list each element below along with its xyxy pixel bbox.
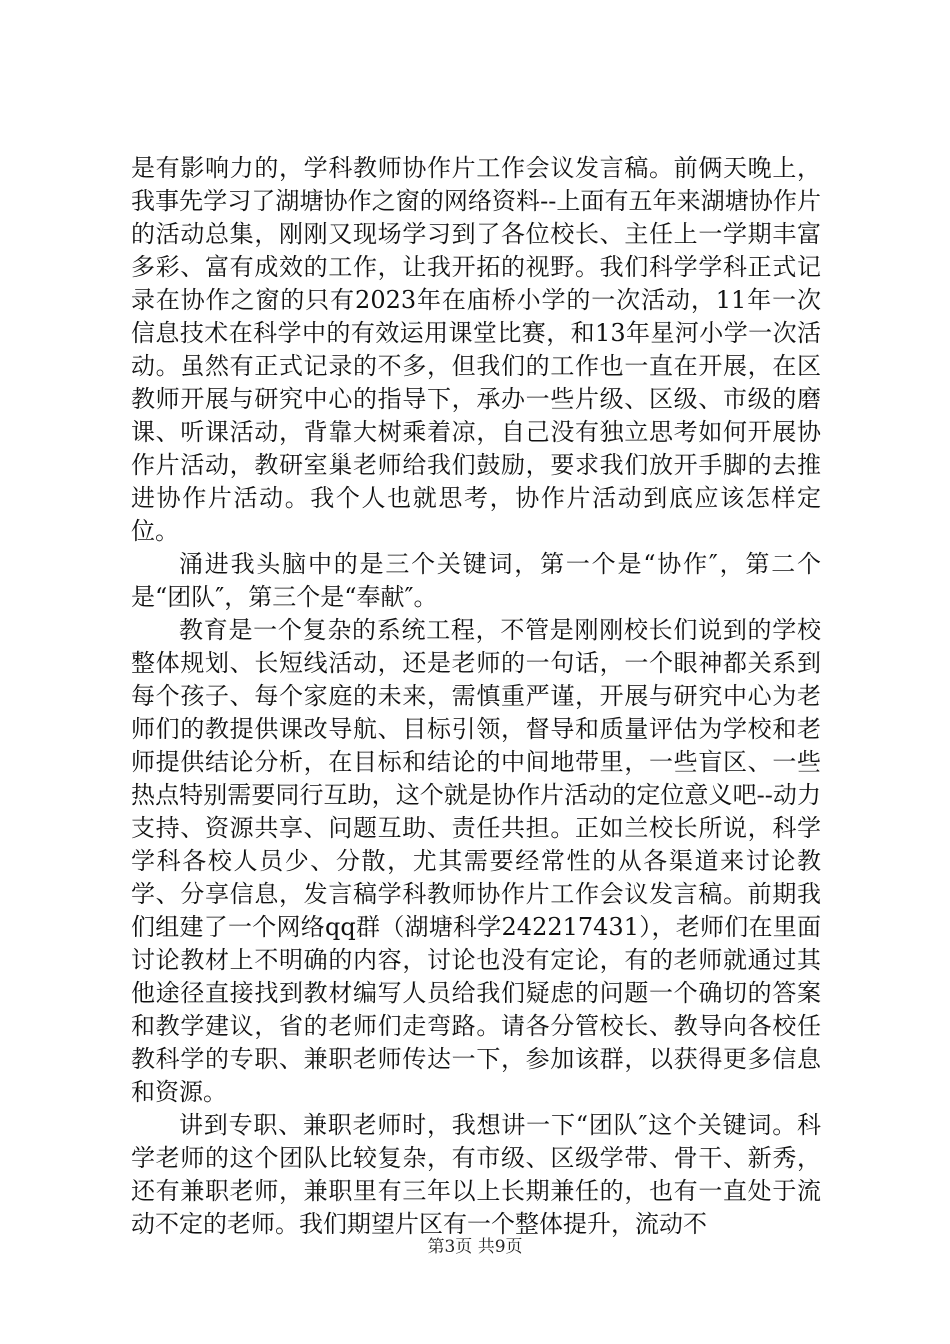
page-number-footer: 第3页 共9页 xyxy=(427,1237,523,1257)
paragraph-1: 是有影响力的，学科教师协作片工作会议发言稿。前俩天晚上，我事先学习了湖塘协作之窗的网络资料--上面有五年来湖塘协作片的活动总集，刚刚又现场学习到了各位校长、主任上一学期丰富多彩、富有成效的工作，让我开拓的视野。我们科学学科正式记录在协作之窗的只有2023年在庙桥小学的一次活动，11年一次信息技术在科学中的有效运用课堂比赛，和13年星河小学一次活动。虽然有正式记录的不多，但我们的工作也一直在开展，在区教师开展与研究中心的指导下，承办一些片级、区级、市级的磨课、听课活动，背靠大树乘着凉，自己没有独立思考如何开展协作片活动，教研室巢老师给我们鼓励，要求我们放开手脚的去推进协作片活动。我个人也就思考，协作片活动到底应该怎样定位。 xyxy=(131,154,821,545)
paragraph-2: 涌进我头脑中的是三个关键词，第一个是“协作″，第二个是“团队″，第三个是“奉献″。 xyxy=(131,550,821,611)
paragraph-3: 教育是一个复杂的系统工程，不管是刚刚校长们说到的学校整体规划、长短线活动，还是老师的一句话，一个眼神都关系到每个孩子、每个家庭的未来，需慎重严谨，开展与研究中心为老师们的教提供课改导航、目标引领，督导和质量评估为学校和老师提供结论分析，在目标和结论的中间地带里，一些盲区、一些热点特别需要同行互助，这个就是协作片活动的定位意义吧--动力支持、资源共享、问题互助、责任共担。正如兰校长所说，科学学科各校人员少、分散，尤其需要经常性的从各渠道来讨论教学、分享信息，发言稿学科教师协作片工作会议发言稿。前期我们组建了一个网络qq群（湖塘科学242217431），老师们在里面讨论教材上不明确的内容，讨论也没有定论，有的老师就通过其他途径直接找到教材编写人员给我们疑虑的问题一个确切的答案和教学建议，省的老师们走弯路。请各分管校长、教导向各校任教科学的专职、兼职老师传达一下，参加该群，以获得更多信息和资源。 xyxy=(131,616,821,1106)
paragraph-4: 讲到专职、兼职老师时，我想讲一下“团队″这个关键词。科学老师的这个团队比较复杂，有市级、区级学带、骨干、新秀，还有兼职老师，兼职里有三年以上长期兼任的，也有一直处于流动不定的老师。我们期望片区有一个整体提升，流动不 xyxy=(131,1111,821,1238)
document-body xyxy=(131,152,821,1241)
